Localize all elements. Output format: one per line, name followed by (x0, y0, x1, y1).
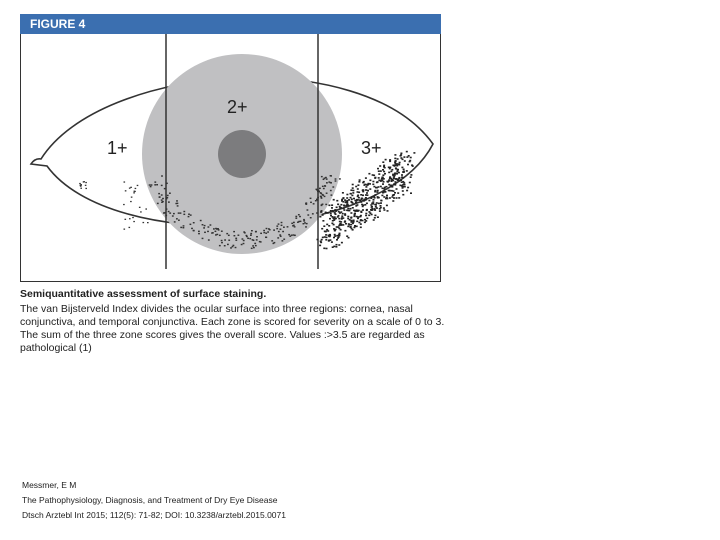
staining-dots-nasal (79, 181, 148, 230)
citation-title: The Pathophysiology, Diagnosis, and Treatment of Dry Eye Disease (22, 495, 278, 505)
region-label-cornea: 2+ (227, 97, 248, 117)
figure-caption (20, 288, 450, 355)
citation (22, 478, 286, 523)
citation-author: Messmer, E M (22, 480, 77, 490)
eye-diagram-svg (21, 34, 441, 282)
caption-body: The van Bijsterveld Index divides the ocular surface into three regions: cornea, nasal conjunctiva, and temporal conjunctiva. Each zone is scored for severity on a scale of 0 to 3. The sum of the three zone scores gives the overall score. Values :>3.5 are regarded as pathological (1) (20, 303, 445, 354)
region-label-nasal: 1+ (107, 138, 128, 158)
region-label-temporal: 3+ (361, 138, 382, 158)
citation-source: Dtsch Arztebl Int 2015; 112(5): 71-82; DOI: 10.3238/arztebl.2015.0071 (22, 510, 286, 520)
figure-number: FIGURE 4 (30, 17, 86, 31)
caption-title: Semiquantitative assessment of surface staining. (20, 288, 267, 300)
eye-diagram (20, 34, 441, 282)
figure-header (20, 14, 441, 34)
pupil-circle (218, 130, 266, 178)
